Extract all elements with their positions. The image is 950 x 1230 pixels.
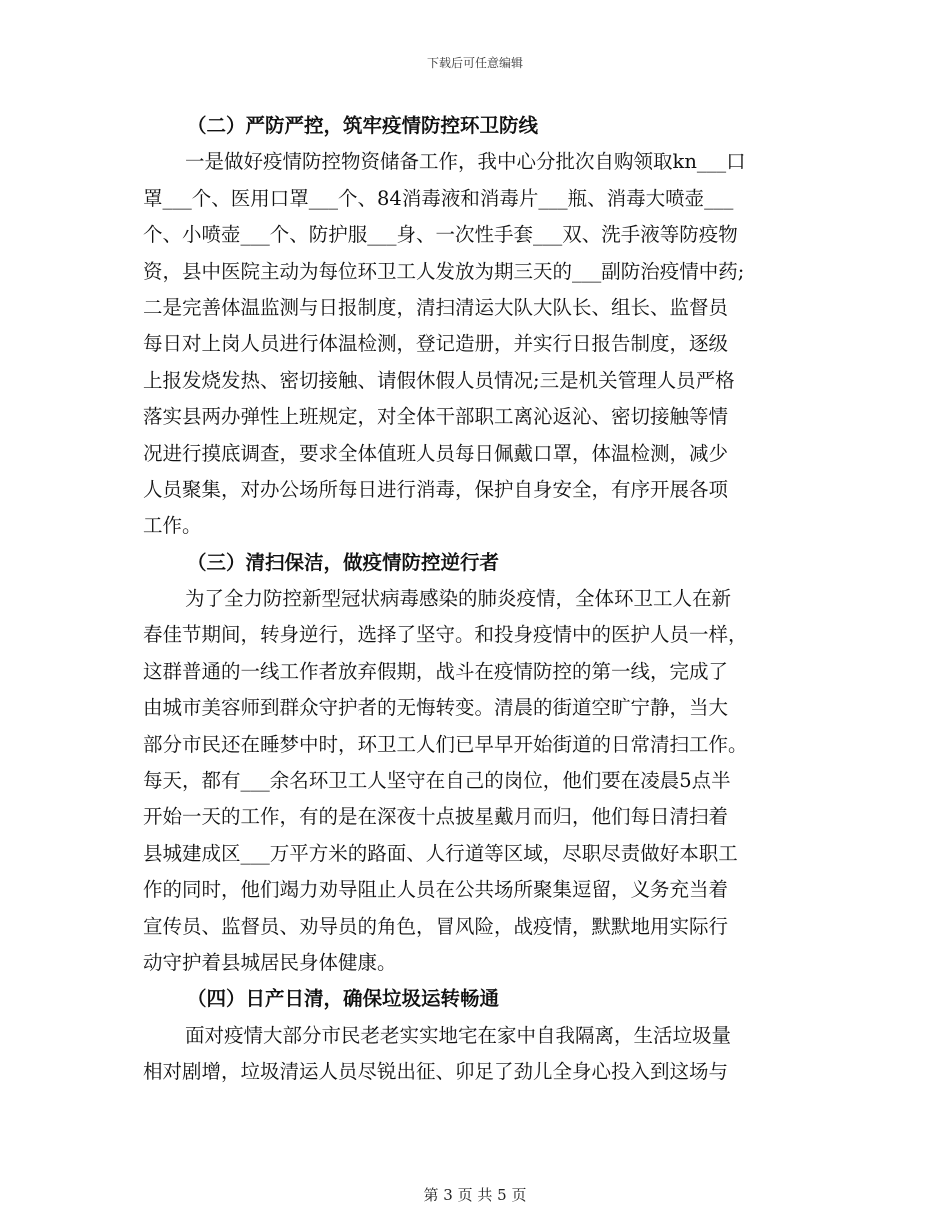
paragraph-line: 开始一天的工作，有的是在深夜十点披星戴月而归，他们每日清扫着 bbox=[143, 805, 729, 829]
paragraph-line: 部分市民还在睡梦中时，环卫工人们已早早开始街道的日常清扫工作。 bbox=[143, 732, 748, 756]
section-heading-2: （二）严防严控，筑牢疫情防控环卫防线 bbox=[187, 114, 539, 137]
paragraph-line: 每日对上岗人员进行体温检测，登记造册，并实行日报告制度，逐级 bbox=[143, 332, 729, 356]
paragraph-line: 上报发烧发热、密切接触、请假休假人员情况;三是机关管理人员严格 bbox=[143, 368, 735, 392]
paragraph-line: 人员聚集，对办公场所每日进行消毒，保护自身安全，有序开展各项 bbox=[143, 477, 729, 501]
paragraph-line: 这群普通的一线工作者放弃假期，战斗在疫情防控的第一线，完成了 bbox=[143, 659, 729, 683]
paragraph-line: 面对疫情大部分市民老老实实地宅在家中自我隔离，生活垃圾量 bbox=[185, 1023, 732, 1047]
paragraph-line: 况进行摸底调查，要求全体值班人员每日佩戴口罩，体温检测，减少 bbox=[143, 441, 729, 465]
paragraph-line: 落实县两办弹性上班规定，对全体干部职工离沁返沁、密切接触等情 bbox=[143, 405, 729, 429]
paragraph-line: 工作。 bbox=[143, 514, 202, 538]
header-note: 下载后可任意编辑 bbox=[426, 56, 523, 70]
page-footer: 第 3 页 共 5 页 bbox=[423, 1186, 527, 1204]
paragraph-line: 二是完善体温监测与日报制度，清扫清运大队大队长、组长、监督员 bbox=[143, 295, 729, 319]
paragraph-line: 为了全力防控新型冠状病毒感染的肺炎疫情，全体环卫工人在新 bbox=[185, 587, 732, 611]
section-heading-4: （四）日产日清，确保垃圾运转畅通 bbox=[187, 987, 500, 1011]
paragraph-line: 由城市美容师到群众守护者的无悔转变。清晨的街道空旷宁静，当大 bbox=[143, 696, 729, 720]
paragraph-line: 每天，都有___余名环卫工人坚守在自己的岗位，他们要在凌晨5点半 bbox=[143, 769, 731, 793]
document-body bbox=[143, 108, 815, 1091]
paragraph-line: 县城建成区___万平方米的路面、人行道等区域，尽职尽责做好本职工 bbox=[143, 841, 738, 865]
paragraph-line: 作的同时，他们竭力劝导阻止人员在公共场所聚集逗留，义务充当着 bbox=[143, 878, 729, 902]
paragraph-line: 罩___个、医用口罩___个、84消毒液和消毒片___瓶、消毒大喷壶___ bbox=[143, 186, 734, 210]
section-heading-3: （三）清扫保洁，做疫情防控逆行者 bbox=[187, 550, 500, 574]
paragraph-line: 春佳节期间，转身逆行，选择了坚守。和投身疫情中的医护人员一样， bbox=[143, 623, 748, 647]
paragraph-line: 动守护着县城居民身体健康。 bbox=[143, 950, 397, 974]
paragraph-line: 宣传员、监督员、劝导员的角色，冒风险，战疫情，默默地用实际行 bbox=[143, 914, 729, 938]
paragraph-line: 个、小喷壶___个、防护服___身、一次性手套___双、洗手液等防疫物 bbox=[143, 223, 738, 247]
paragraph-line: 相对剧增，垃圾清运人员尽锐出征、卯足了劲儿全身心投入到这场与 bbox=[143, 1060, 729, 1084]
paragraph-line: 一是做好疫情防控物资储备工作，我中心分批次自购领取kn___口 bbox=[185, 150, 746, 174]
paragraph-line: 资，县中医院主动为每位环卫工人发放为期三天的___副防治疫情中药; bbox=[143, 259, 745, 283]
